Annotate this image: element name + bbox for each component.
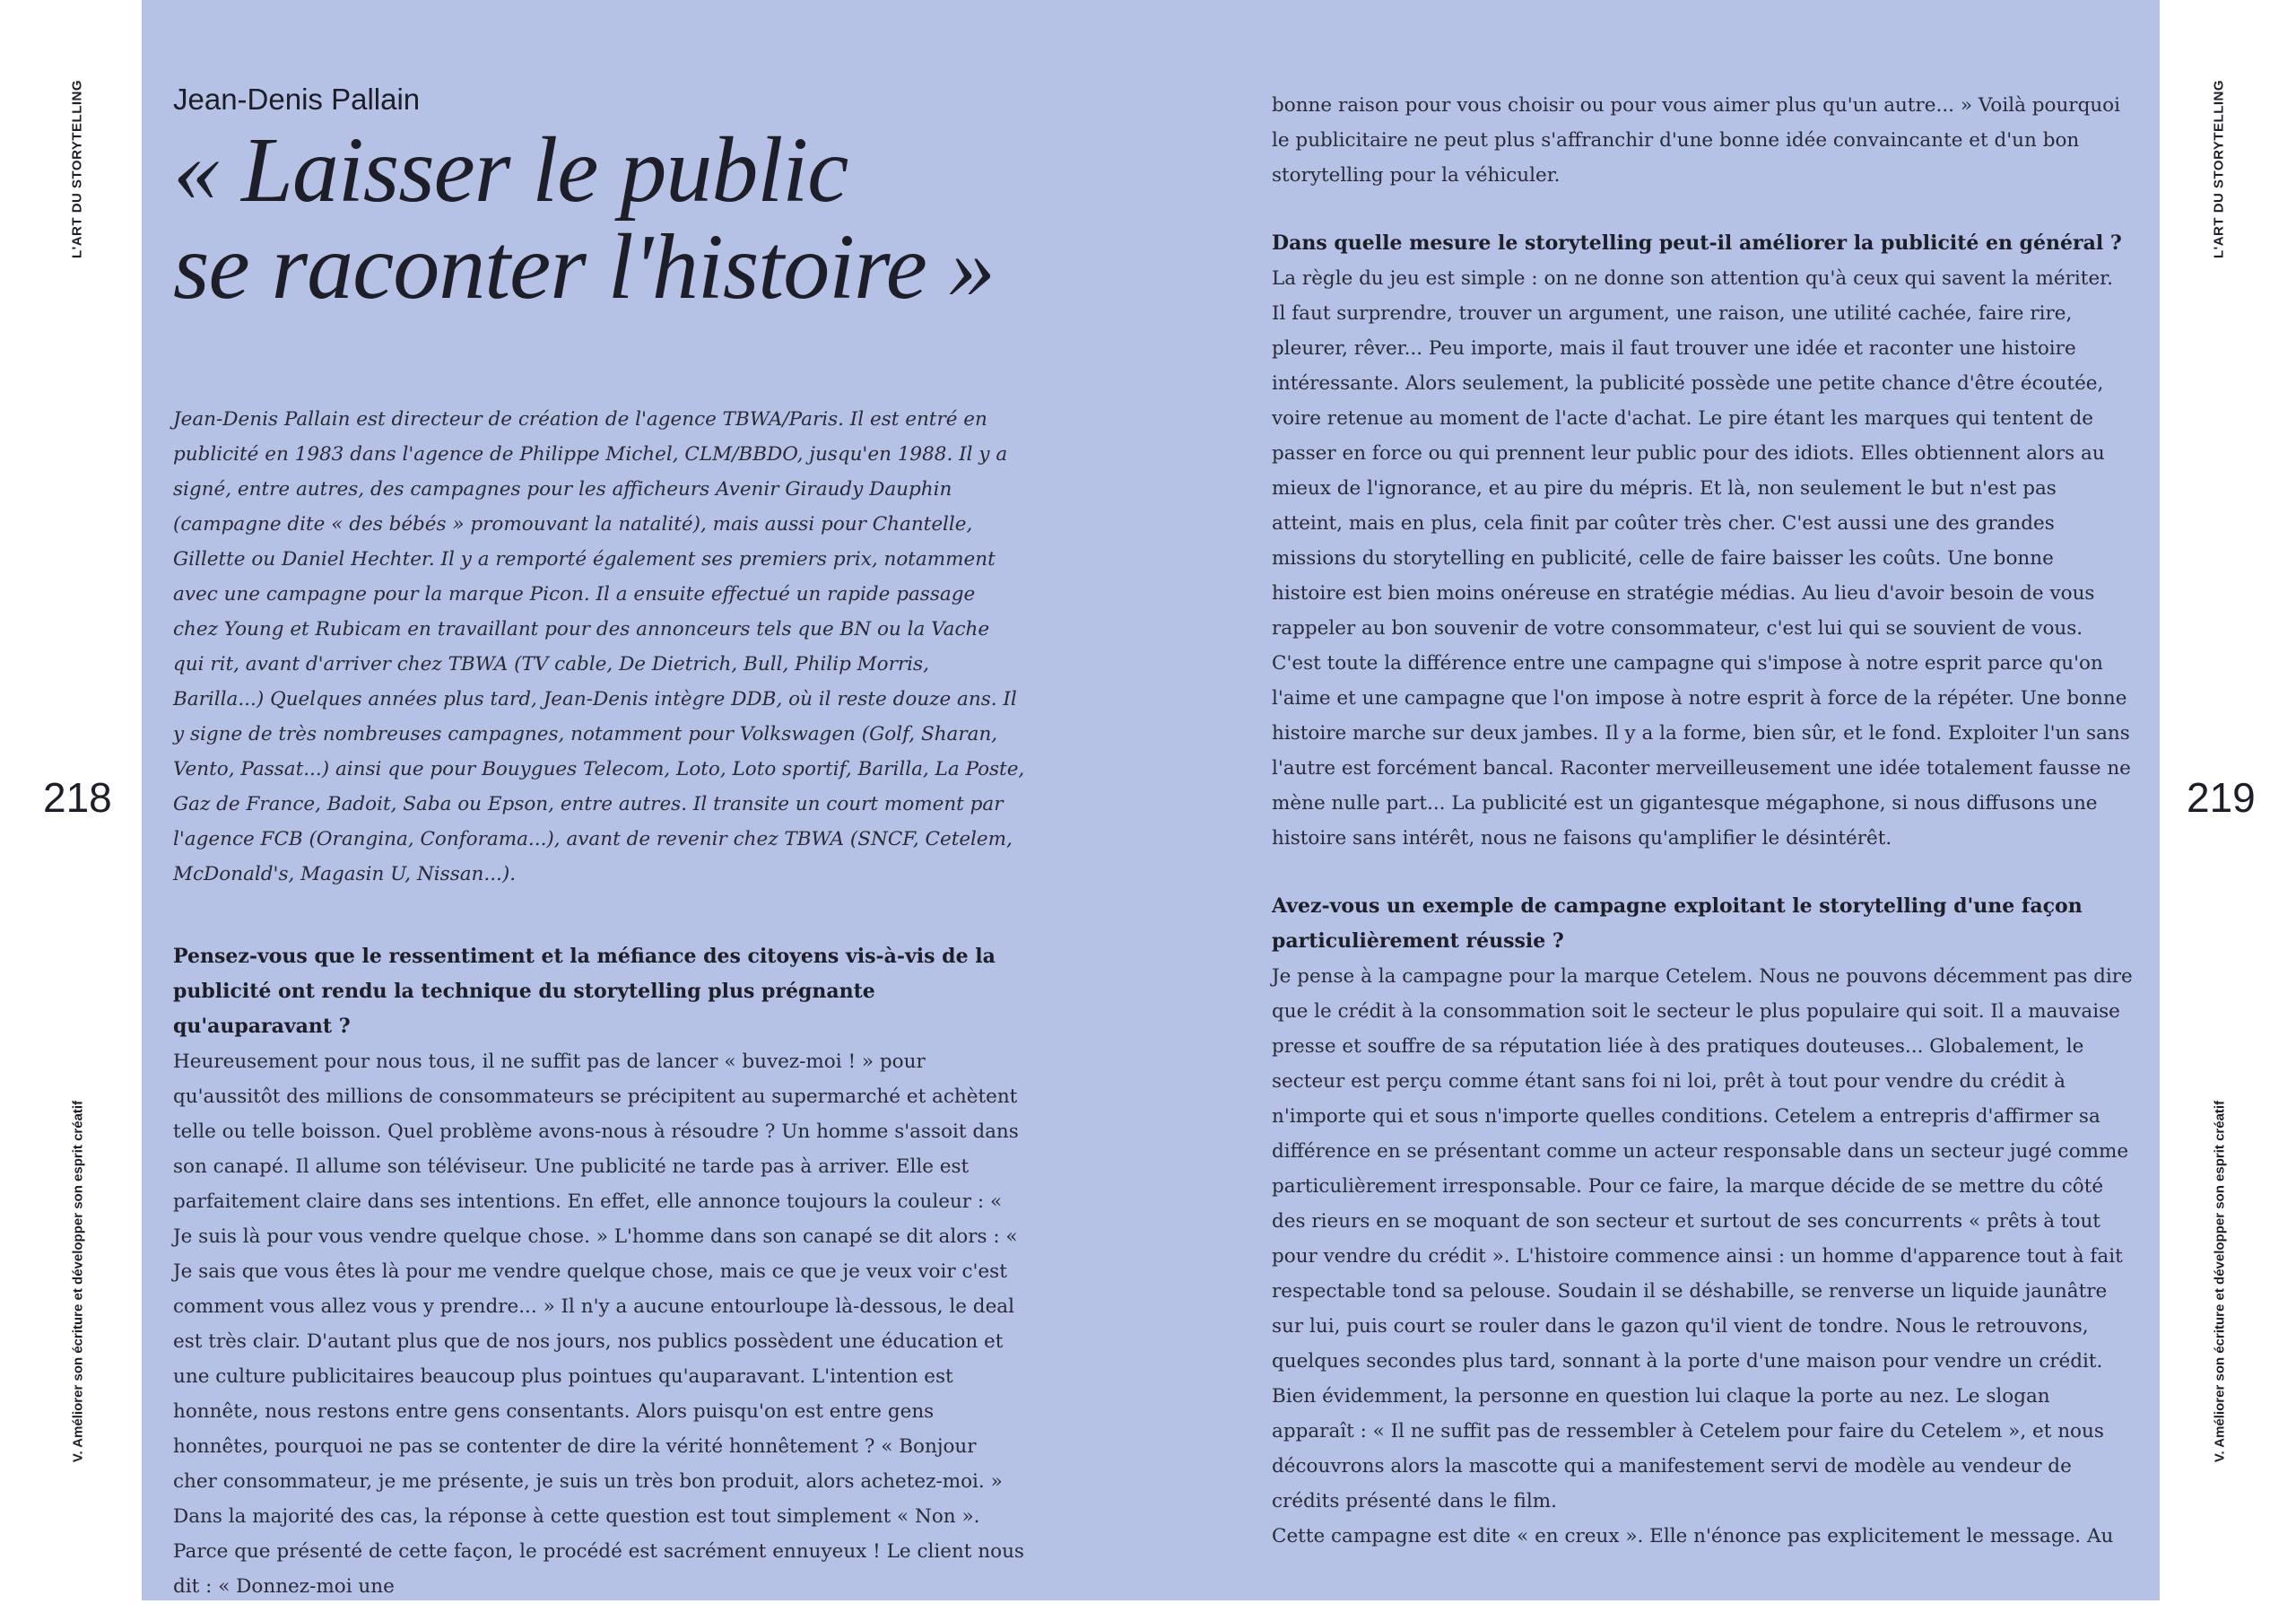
question-1: Pensez-vous que le ressentiment et la méfiance des citoyens vis-à-vis de la publicité ont rendu la technique du storytelling plus prégnante qu'auparavant ? [173,945,996,1038]
running-foot-left: V. Améliorer son écriture et développer son esprit créatif [70,1100,86,1463]
answer-3: Je pense à la campagne pour la marque Cetelem. Nous ne pouvons décemment pas dire que le crédit à la consommation soit le secteur le plus populaire qui soit. Il a mauvaise presse et souffre de sa réputation liée à des pratiques douteuses... Globalement, le secteur est perçu comme étant sans foi ni loi, prêt à tout pour vendre du crédit à n'importe qui et sous n'importe quelles conditions. Cetelem a entrepris d'affirmer sa différence en se présentant comme un acteur responsable dans un secteur jugé comme particulièrement irresponsable. Pour ce faire, la marque décide de se mettre du côté des rieurs en se moquant de son secteur et surtout de ses concurrents « prêts à tout pour vendre du crédit ». L'histoire commence ainsi : un homme d'apparence tout à fait respectable tond sa pelouse. Soudain il se déshabille, se renverse un liquide jaunâtre sur lui, puis court se rouler dans le gazon qu'il vient de tondre. Nous le retrouvons, quelques secondes plus tard, sonnant à la porte d'une maison pour vendre un crédit. Bien évidemment, la personne en question lui claque la porte au nez. Le slogan apparaît : « Il ne suffit pas de ressembler à Cetelem pour faire du Cetelem », et nous découvrons alors la mascotte qui a manifestement servi de modèle au vendeur de crédits présenté dans le film. [1272,965,2133,1512]
question-3: Avez-vous un exemple de campagne exploitant le storytelling d'une façon particulièrement réussie ? [1272,894,2083,953]
headline-line-1: « Laisser le public [173,118,848,222]
right-column [1272,88,2133,1554]
question-2: Dans quelle mesure le storytelling peut-il améliorer la publicité en général ? [1272,231,2122,255]
page-number-right: 219 [2187,774,2256,821]
running-foot-right: V. Améliorer son écriture et développer son esprit créatif [2212,1100,2228,1463]
answer-1: Heureusement pour nous tous, il ne suffit pas de lancer « buvez-moi ! » pour qu'aussitôt des millions de consommateurs se précipitent au supermarché et achètent telle ou telle boisson. Quel problème avons-nous à résoudre ? Un homme s'assoit dans son canapé. Il allume son téléviseur. Une publicité ne tarde pas à arriver. Elle est parfaitement claire dans ses intentions. En effet, elle annonce toujours la couleur : « Je suis là pour vous vendre quelque chose. » L'homme dans son canapé se dit alors : « Je sais que vous êtes là pour me vendre quelque chose, mais ce que je veux voir c'est comment vous allez vous y prendre... » Il n'y a aucune entourloupe là-dessous, le deal est très clair. D'autant plus que de nos jours, nos publics possèdent une éducation et une culture publicitaires beaucoup plus pointues qu'auparavant. L'intention est honnête, nous restons entre gens consentants. Alors puisqu'on est entre gens honnêtes, pourquoi ne pas se contenter de dire la vérité honnêtement ? « Bonjour cher consommateur, je me présente, je suis un très bon produit, alors achetez-moi. » Dans la majorité des cas, la réponse à cette question est tout simplement « Non ». Parce que présenté de cette façon, le procédé est sacrément ennuyeux ! Le client nous dit : « Donnez-moi une [173,1050,1024,1598]
running-head-left: L'ART DU STORYTELLING [69,79,85,259]
headline [173,118,1025,318]
answer-2: La règle du jeu est simple : on ne donne son attention qu'à ceux qui savent la mériter. Il faut surprendre, trouver un argument, une raison, une utilité cachée, faire rire, pleurer, rêver... Peu importe, mais il faut trouver une idée et raconter une histoire intéressante. Alors seulement, la publicité possède une petite chance d'être écoutée, voire retenue au moment de l'acte d'achat. Le pire étant les marques qui tentent de passer en force ou qui prennent leur public pour des idiots. Elles obtiennent alors au mieux de l'ignorance, et au pire du mépris. Et là, non seulement le but n'est pas atteint, mais en plus, cela finit par coûter très cher. C'est aussi une des grandes missions du storytelling en publicité, celle de faire baisser les coûts. Une bonne histoire est bien moins onéreuse en stratégie médias. Au lieu d'avoir besoin de vous rappeler au bon souvenir de votre consommateur, c'est lui qui se souvient de vous. C'est toute la différence entre une campagne qui s'impose à notre esprit parce qu'on l'aime et une campagne que l'on impose à notre esprit à force de la répéter. Une bonne histoire marche sur deux jambes. Il y a la forme, bien sûr, et le fond. Exploiter l'un sans l'autre est forcément bancal. Raconter merveilleusement une idée totalement fausse ne mène nulle part... La publicité est un gigantesque mégaphone, si nous diffusons une histoire sans intérêt, nous ne faisons qu'amplifier le désintérêt. [1272,267,2131,850]
left-column [173,83,1025,1604]
running-head-right: L'ART DU STORYTELLING [2211,79,2227,259]
author-bio: Jean-Denis Pallain est directeur de création de l'agence TBWA/Paris. Il est entré en publicité en 1983 dans l'agence de Philippe Michel, CLM/BBDO, jusqu'en 1988. Il y a signé, entre autres, des campagnes pour les afficheurs Avenir Giraudy Dauphin (campagne dite « des bébés » promouvant la natalité), mais aussi pour Chantelle, Gillette ou Daniel Hechter. Il y a remporté également ses premiers prix, notamment avec une campagne pour la marque Picon. Il a ensuite effectué un rapide passage chez Young et Rubicam en travaillant pour des annonceurs tels que BN ou la Vache qui rit, avant d'arriver chez TBWA (TV cable, De Dietrich, Bull, Philip Morris, Barilla...) Quelques années plus tard, Jean-Denis intègre DDB, où il reste douze ans. Il y signe de très nombreuses campagnes, notamment pour Volkswagen (Golf, Sharan, Vento, Passat...) ainsi que pour Bouygues Telecom, Loto, Loto sportif, Barilla, La Poste, Gaz de France, Badoit, Saba ou Epson, entre autres. Il transite un court moment par l'agence FCB (Orangina, Conforama...), avant de revenir chez TBWA (SNCF, Cetelem, McDonald's, Magasin U, Nissan...). [173,408,1025,885]
answer-1-continued: bonne raison pour vous choisir ou pour vous aimer plus qu'un autre... » Voilà pourquoi le publicitaire ne peut plus s'affranchir d'une bonne idée convaincante et d'un bon storytelling pour la véhiculer. [1272,94,2120,187]
headline-line-2: se raconter l'histoire » [173,215,995,318]
page-number-left: 218 [43,774,112,821]
answer-3-continued: Cette campagne est dite « en creux ». Elle n'énonce pas explicitement le message. Au [1272,1525,2114,1547]
author-name: Jean-Denis Pallain [173,83,421,116]
